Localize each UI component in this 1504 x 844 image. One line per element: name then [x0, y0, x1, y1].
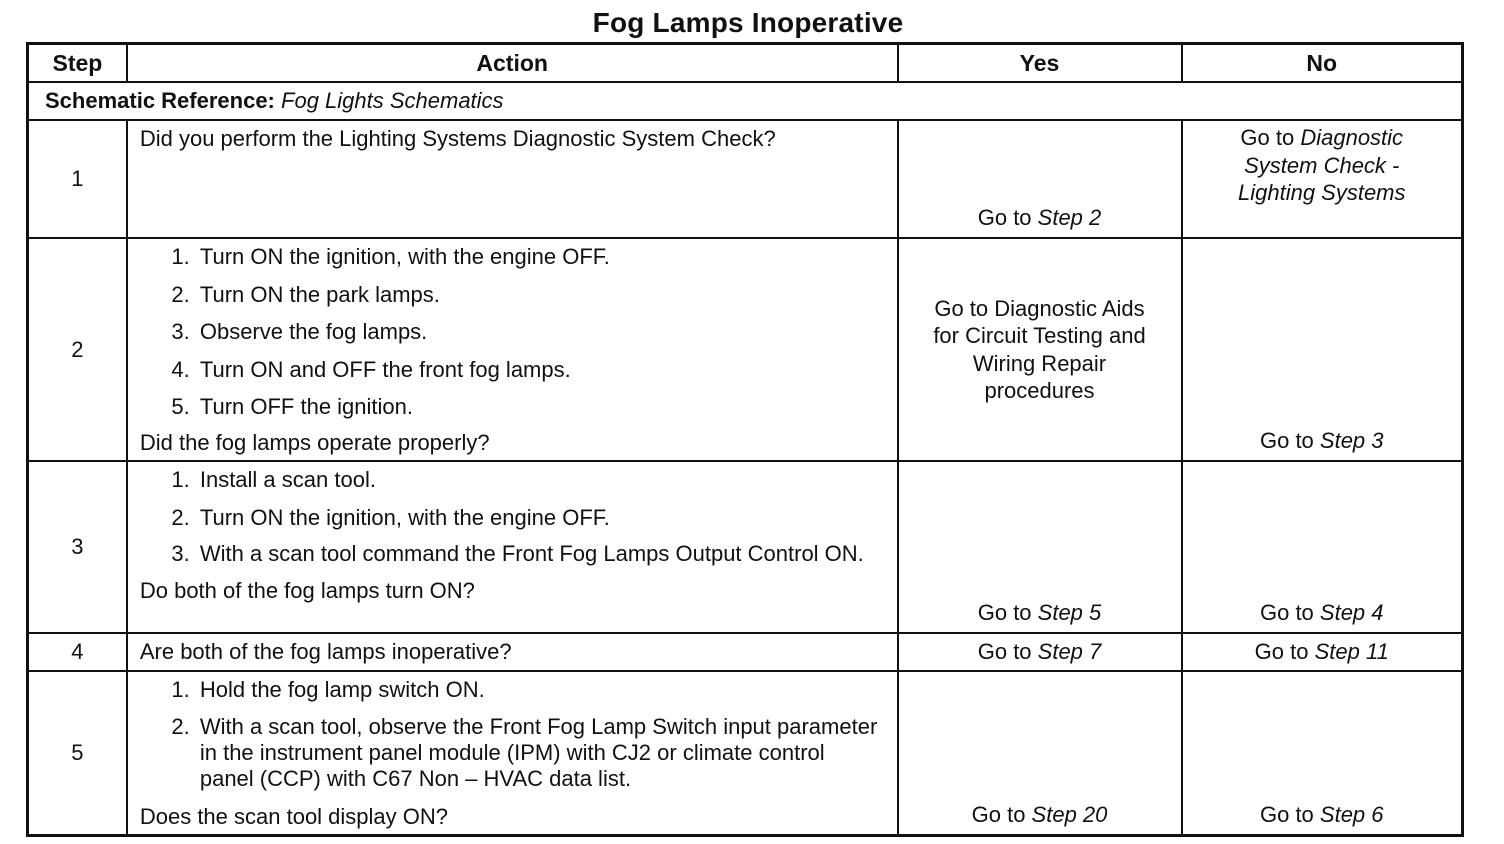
action-list [140, 243, 885, 421]
no-step-link[interactable]: Step 11 [1314, 639, 1389, 665]
header-no: No [1182, 44, 1463, 83]
table-header-row [28, 44, 1463, 83]
action-cell [127, 633, 898, 671]
no-step-link[interactable]: Step 4 [1319, 599, 1384, 625]
yes-step-link[interactable]: Step 20 [1031, 801, 1108, 827]
step-number: 5 [28, 671, 127, 836]
table-row [28, 120, 1463, 238]
action-item: 2. Turn ON the ignition, with the engine OFF. [196, 504, 885, 532]
header-step: Step [28, 44, 127, 83]
yes-step-link[interactable]: Step 2 [1037, 204, 1102, 230]
yes-cell [898, 120, 1182, 238]
step-number: 1 [28, 120, 127, 238]
no-prefix: Go to [1240, 125, 1301, 150]
no-cell [1182, 238, 1463, 461]
diagnostic-table [26, 42, 1464, 837]
step-number: 3 [28, 461, 127, 633]
step-question: Are both of the fog lamps inoperative? [139, 639, 512, 665]
yes-prefix: Go to [977, 204, 1038, 230]
table-row [28, 671, 1463, 836]
step-question: Did the fog lamps operate properly? [139, 429, 490, 455]
action-item: 4. Turn ON and OFF the front fog lamps. [196, 356, 885, 384]
yes-step-link[interactable]: Step 7 [1037, 639, 1102, 665]
yes-cell [898, 238, 1182, 461]
action-list [140, 676, 885, 793]
no-step-link[interactable]: Step 6 [1319, 801, 1384, 827]
yes-prefix: Go to [977, 599, 1038, 625]
step-question: Does the scan tool display ON? [139, 803, 449, 829]
action-cell [127, 461, 898, 633]
action-list [140, 466, 885, 567]
yes-cell [898, 671, 1182, 836]
action-cell [127, 671, 898, 836]
schematic-reference-row [28, 82, 1463, 120]
step-question: Did you perform the Lighting Systems Diagnostic System Check? [139, 126, 776, 151]
yes-prefix: Go to [977, 639, 1038, 665]
header-action: Action [127, 44, 898, 83]
no-prefix: Go to [1259, 427, 1320, 453]
no-step-link[interactable]: Step 3 [1319, 427, 1384, 453]
action-item: 3. With a scan tool command the Front Fog Lamps Output Control ON. [196, 541, 885, 567]
action-cell [127, 238, 898, 461]
no-cell [1182, 461, 1463, 633]
action-item: 2. Turn ON the park lamps. [196, 281, 885, 309]
yes-cell [898, 633, 1182, 671]
table-row [28, 461, 1463, 633]
no-prefix: Go to [1259, 801, 1320, 827]
yes-cell [898, 461, 1182, 633]
action-cell [127, 120, 898, 238]
action-item: 1. Turn ON the ignition, with the engine OFF. [196, 243, 885, 271]
no-cell [1182, 120, 1463, 238]
action-item: 5. Turn OFF the ignition. [196, 393, 885, 421]
no-cell [1182, 671, 1463, 836]
page-title: Fog Lamps Inoperative [592, 7, 904, 38]
step-number: 4 [28, 633, 127, 671]
yes-diagnostic-aids-link[interactable]: Go to Diagnostic Aids for Circuit Testing and Wiring Repair procedures [933, 295, 1146, 403]
table-row [28, 238, 1463, 461]
no-prefix: Go to [1259, 599, 1320, 625]
action-item: 3. Observe the fog lamps. [196, 318, 885, 346]
yes-prefix: Go to [971, 801, 1032, 827]
schematic-reference [28, 82, 1463, 120]
step-question: Do both of the fog lamps turn ON? [139, 578, 475, 604]
step-number: 2 [28, 238, 127, 461]
no-diagnostic-link[interactable]: Diagnostic System Check - Lighting Systems [1237, 125, 1406, 205]
schematic-reference-label: Schematic Reference: [45, 88, 275, 114]
schematic-reference-link[interactable]: Fog Lights Schematics [281, 88, 504, 114]
yes-step-link[interactable]: Step 5 [1037, 599, 1102, 625]
no-cell [1182, 633, 1463, 671]
action-item: 1. Install a scan tool. [196, 466, 885, 494]
action-item: 1. Hold the fog lamp switch ON. [196, 676, 885, 704]
table-row [28, 633, 1463, 671]
header-yes: Yes [898, 44, 1182, 83]
action-item: 2. With a scan tool, observe the Front Fog Lamp Switch input parameter in the instrument panel module (IPM) with CJ2 or climate control panel (CCP) with C67 Non – HVAC data list. [196, 714, 885, 793]
no-prefix: Go to [1254, 639, 1315, 665]
